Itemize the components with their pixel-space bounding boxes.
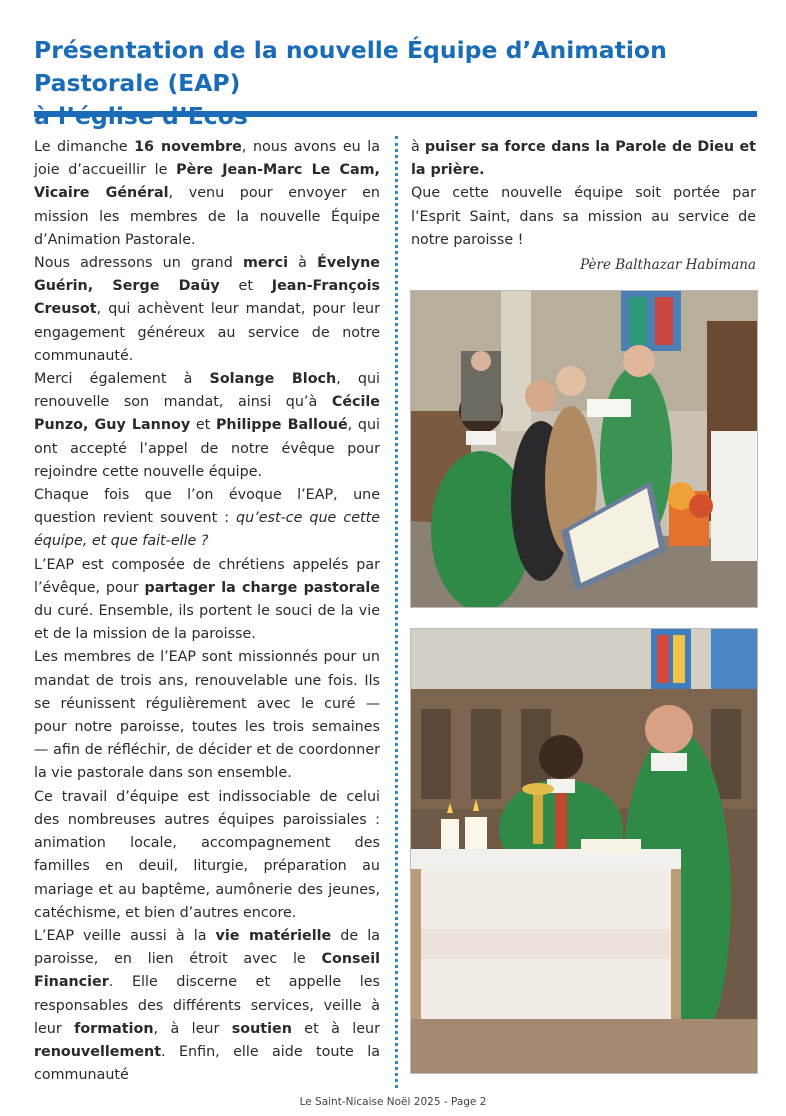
bold-text: vie matérielle [215, 927, 332, 944]
paragraph [34, 136, 380, 252]
paragraph [34, 786, 380, 925]
paragraph [34, 252, 380, 368]
text-run: L’EAP veille aussi à la [34, 927, 216, 944]
bold-text: Philippe Balloué [215, 417, 348, 434]
text-run: , nous avons eu la joie d’accueillir le [34, 139, 380, 179]
bold-text: Solange Bloch [209, 371, 337, 388]
text-run: Nous adressons un grand [34, 255, 243, 272]
text-run: . Enfin, elle aide toute la communauté [34, 1043, 380, 1084]
title-line-1: Présentation de la nouvelle Équipe d’Animation Pastorale (EAP) [34, 36, 667, 97]
bold-text: soutien [231, 1020, 292, 1037]
paragraph [34, 368, 380, 484]
article-title [34, 34, 764, 133]
bold-text: Jean-François Creusot [34, 278, 380, 318]
paragraph [34, 484, 380, 554]
text-run: , qui renouvelle son mandat, ainsi qu’à [34, 371, 380, 411]
bold-text: Cécile Punzo, Guy Lannoy [34, 394, 380, 434]
bold-text: Père Jean-Marc Le Cam, Vicaire Général [34, 162, 380, 202]
title-rule [34, 111, 757, 117]
text-run: Que cette nouvelle équipe soit portée par l’Esprit Saint, dans sa mission au service de notre paroisse ! [411, 185, 756, 248]
bold-text: Évelyne Guérin, Serge Daüy [34, 255, 380, 295]
text-run: et à leur [291, 1020, 380, 1037]
text-run: Chaque fois que l’on évoque l’EAP, une question revient souvent : [34, 487, 380, 527]
text-run: , à leur [153, 1020, 232, 1037]
text-run: , venu pour envoyer en mission les membres de la nouvelle Équipe d’Animation Pastorale. [34, 185, 380, 248]
text-run: du curé. Ensemble, ils portent le souci de la vie et de la mission de la paroisse. [34, 603, 380, 643]
paragraph [411, 136, 756, 182]
text-run: à [288, 255, 318, 272]
italic-text: qu’est-ce que cette équipe, et que fait-elle ? [34, 510, 380, 550]
paragraph [34, 646, 380, 785]
bold-text: merci [242, 255, 288, 272]
text-run: à [411, 139, 425, 155]
text-run: de la paroisse, en lien étroit avec le [34, 927, 380, 968]
text-run: , qui achèvent leur mandat, pour leur engagement généreux au service de notre communauté. [34, 301, 380, 364]
text-run: Les membres de l’EAP sont missionnés pour un mandat de trois ans, renouvelable une fois. Ils se réunissent régulièrement avec le curé — pour notre paroisse, toutes les trois semaines — afin de réfléchir, de décider et de coordonner la vie pastorale dans son ensemble. [34, 649, 380, 782]
photo-mission-ceremony [410, 290, 758, 608]
paragraph [34, 925, 380, 1087]
bold-text: renouvellement [34, 1043, 162, 1060]
bold-text: 16 novembre [134, 139, 242, 155]
page-footer: Le Saint-Nicaise Noël 2025 - Page 2 [299, 1096, 487, 1108]
text-run: Ce travail d’équipe est indissociable de celui des nombreuses autres équipes paroissiales : animation locale, accompagnement des familles en deuil, liturgie, préparation au mariage et au baptême, aumônerie des jeunes, catéchisme, et bien d’autres encore. [34, 788, 380, 921]
text-run: Merci également à [34, 371, 210, 388]
text-run: , qui ont accepté l’appel de notre évêque pour rejoindre cette nouvelle équipe. [34, 417, 381, 480]
photo-altar-celebration [410, 628, 758, 1074]
signature: Père Balthazar Habimana [580, 257, 756, 274]
bold-text: Conseil Financier [34, 951, 380, 991]
column-divider [395, 136, 398, 1088]
text-run: . Elle discerne et appelle les responsables des différents services, veille à leur [34, 974, 380, 1037]
article-column-right [411, 136, 756, 277]
bold-text: partager la charge pastorale [144, 579, 380, 596]
paragraph [411, 182, 756, 252]
bold-text: formation [74, 1020, 154, 1037]
article-column-left [34, 136, 380, 1087]
paragraph [34, 554, 380, 647]
text-run: et [219, 278, 272, 295]
text-run: et [190, 417, 216, 434]
text-run: Le dimanche [34, 139, 135, 155]
text-run: L’EAP est composée de chrétiens appelés par l’évêque, pour [34, 556, 380, 596]
bold-text: puiser sa force dans la Parole de Dieu et la prière. [411, 139, 757, 179]
